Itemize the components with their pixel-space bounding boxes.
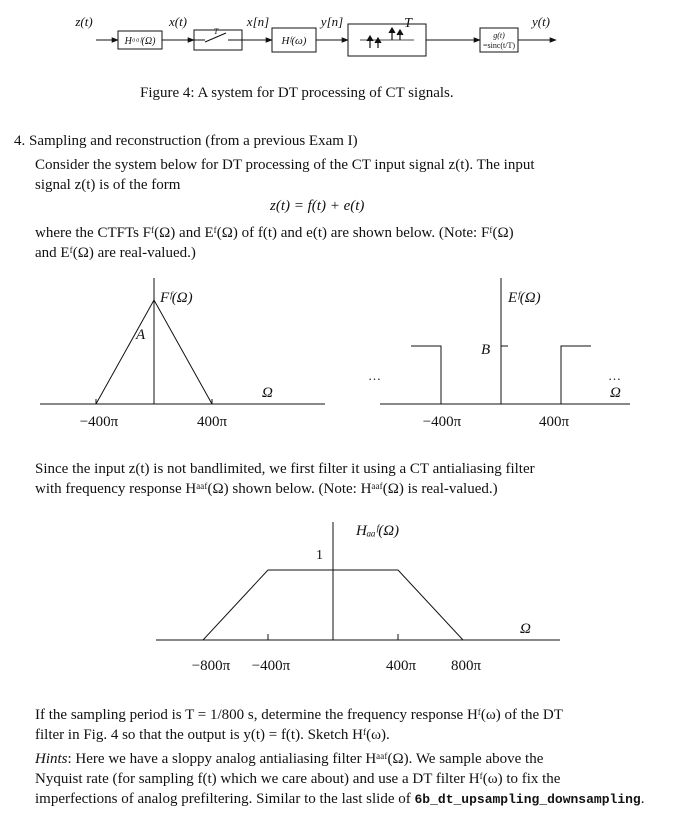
plot-Haa xyxy=(0,512,699,682)
hints-text-3: imperfections of analog prefiltering. Similar to the last slide of xyxy=(35,791,415,807)
plot-Haa-tick-label-neg400: −400π xyxy=(251,658,291,674)
plot-F-tick-label-neg400: −400π xyxy=(79,414,119,430)
label-x-n: x[n] xyxy=(246,14,270,29)
label-antialias: Hᵃᵃᶠ(Ω) xyxy=(124,36,156,47)
label-sampler-T: T xyxy=(213,27,219,36)
plot-Haa-level-label: 1 xyxy=(316,548,323,563)
plot-E-level-label: B xyxy=(481,342,491,358)
plot-F-peak-label: A xyxy=(136,327,146,343)
label-y-n: y[n] xyxy=(320,14,344,29)
intro-line-1: Consider the system below for DT processing of the CT input signal z(t). The input xyxy=(35,157,535,173)
plot-E-xlabel: Ω xyxy=(610,385,621,401)
label-y-t: y(t) xyxy=(531,14,551,29)
plot-F xyxy=(0,270,330,440)
question-heading: 4. Sampling and reconstruction (from a previous Exam I) xyxy=(14,133,358,149)
plot-Haa-tick-label-pos400: 400π xyxy=(385,658,417,674)
block-diagram xyxy=(0,0,699,80)
label-dc-T: T xyxy=(404,16,412,31)
hints-text-3-end: . xyxy=(640,791,645,807)
plot-Haa-title: Hₐₐᶠ(Ω) xyxy=(356,523,400,539)
plot-E-continue-right: … xyxy=(608,368,621,383)
plot-E-left-band xyxy=(411,346,441,404)
hints-line-1 xyxy=(35,750,675,769)
hints-text-1: : Here we have a sloppy analog antialiasing filter Hᵃᵃᶠ(Ω). We sample above the xyxy=(67,751,544,767)
hints-line-2: Nyquist rate (for sampling f(t) which we care about) and use a DT filter Hᶠ(ω) to fix the xyxy=(35,771,561,787)
intro-line-2: signal z(t) is of the form xyxy=(35,177,181,193)
plot-E-right-band xyxy=(561,346,591,404)
label-z-t: z(t) xyxy=(75,14,93,29)
plot-E-tick-label-pos400: 400π xyxy=(538,414,570,430)
filter-line-2: with frequency response Hᵃᵃᶠ(Ω) shown below. (Note: Hᵃᵃᶠ(Ω) is real-valued.) xyxy=(35,481,498,497)
label-recon-bottom: =sinc(t/T) xyxy=(482,41,516,50)
plot-Haa-tick-label-pos800: 800π xyxy=(450,658,482,674)
filter-line-1: Since the input z(t) is not bandlimited, we first filter it using a CT antialiasing filter xyxy=(35,461,535,477)
hints-code-ref: 6b_dt_upsampling_downsampling xyxy=(414,792,641,807)
impulse-train-icon xyxy=(360,28,414,48)
label-recon-top: g(t) xyxy=(493,31,505,40)
plot-F-xlabel: Ω xyxy=(262,385,273,401)
ctft-line-2: and Eᶠ(Ω) are real-valued.) xyxy=(35,245,196,261)
plot-Haa-tick-label-neg800: −800π xyxy=(191,658,231,674)
plot-Haa-xlabel: Ω xyxy=(520,621,531,637)
plot-E xyxy=(340,270,660,440)
hints-label: Hints xyxy=(35,751,68,767)
task-line-1: If the sampling period is T = 1/800 s, determine the frequency response Hᶠ(ω) of the DT xyxy=(35,707,563,723)
plot-E-title: Eᶠ(Ω) xyxy=(508,290,541,306)
plot-E-tick-label-neg400: −400π xyxy=(422,414,462,430)
label-dt-filter: Hᶠ(ω) xyxy=(281,35,307,47)
hints-line-3 xyxy=(35,790,695,809)
plot-F-tick-label-pos400: 400π xyxy=(196,414,228,430)
ctft-line-1: where the CTFTs Fᶠ(Ω) and Eᶠ(Ω) of f(t) and e(t) are shown below. (Note: Fᶠ(Ω) xyxy=(35,225,514,241)
signal-equation: z(t) = f(t) + e(t) xyxy=(270,198,365,214)
plot-E-continue-left: … xyxy=(368,368,381,383)
label-x-t: x(t) xyxy=(168,14,188,29)
plot-F-title: Fᶠ(Ω) xyxy=(160,290,193,306)
figure-caption: Figure 4: A system for DT processing of CT signals. xyxy=(140,85,454,101)
task-line-2: filter in Fig. 4 so that the output is y(t) = f(t). Sketch Hᶠ(ω). xyxy=(35,727,390,743)
